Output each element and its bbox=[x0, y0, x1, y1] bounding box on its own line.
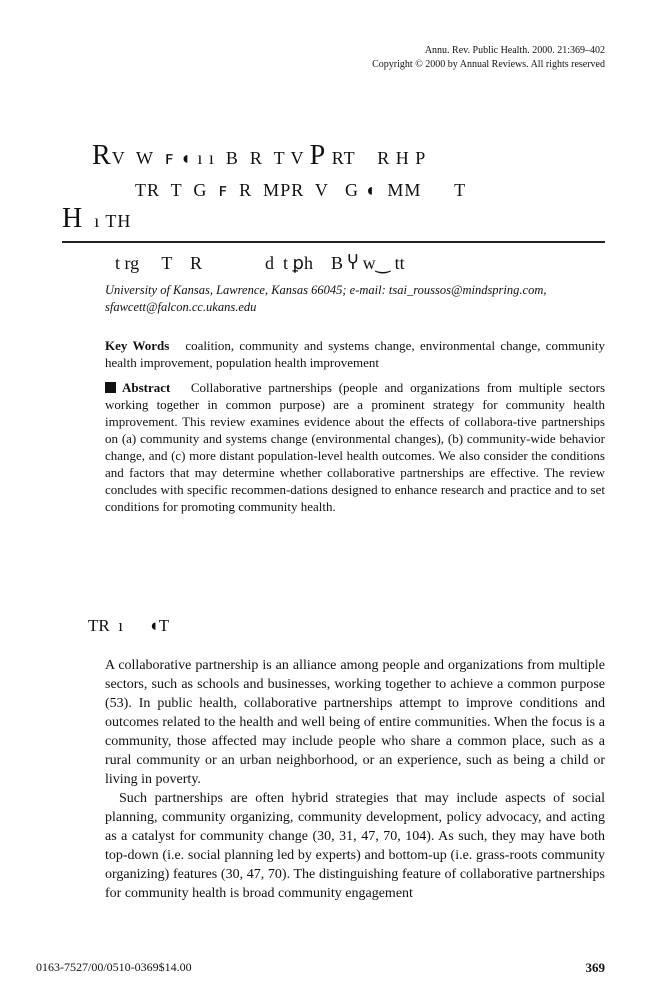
abstract bbox=[105, 379, 605, 515]
affiliation-line: University of Kansas, Lawrence, Kansas 66045; e-mail: tsai_roussos@mindspring.com, bbox=[105, 283, 547, 297]
affiliation bbox=[105, 282, 605, 316]
page-number: 369 bbox=[585, 960, 605, 975]
footer-code: 0163-7527/00/0510-0369$14.00 bbox=[36, 960, 192, 974]
section-heading: TR ı ◖T bbox=[88, 616, 170, 635]
authors: t rg T R d t ꝑh B Ⴤ w‿ tt bbox=[115, 253, 405, 273]
title-text: ı TH bbox=[83, 211, 132, 231]
title-line-2: TR T G ꜰ R MPR V G ◖ MM T bbox=[135, 180, 467, 200]
keywords-label: Key Words bbox=[105, 338, 170, 353]
body-paragraph: A collaborative partnership is an alliance among people and organizations from multiple sectors, such as schools and businesses, working together to achieve a common purpose (53). In public health, collaborative partnerships attempt to improve conditions and outcomes related to the health and well being of entire communities. When the focus is a community, those affected may include people who share a common place, such as a rural community or an urban neighborhood, or an experience, such as being a child or living in poverty. bbox=[105, 658, 605, 787]
title-text: RT R H P bbox=[326, 148, 427, 168]
keywords bbox=[105, 337, 605, 371]
square-bullet-icon bbox=[105, 382, 116, 393]
title-rule bbox=[62, 241, 605, 243]
title-text: V W ꜰ ◖ ı ı B R T V bbox=[111, 148, 310, 168]
journal-citation: Annu. Rev. Public Health. 2000. 21:369–402 bbox=[424, 45, 605, 56]
copyright: Copyright © 2000 by Annual Reviews. All rights reserved bbox=[372, 59, 605, 70]
title-initial: R bbox=[92, 140, 112, 171]
title-initial: P bbox=[309, 140, 327, 171]
abstract-label: Abstract bbox=[122, 380, 171, 395]
affiliation-line: sfawcett@falcon.cc.ukans.edu bbox=[105, 300, 257, 314]
title-line-3 bbox=[62, 203, 131, 235]
body-text bbox=[105, 656, 605, 903]
keywords-text: coalition, community and systems change, environmental change, community health improvement, population health improvement bbox=[105, 338, 605, 370]
body-paragraph: Such partnerships are often hybrid strategies that may include aspects of social planning, community organizing, community development, policy advocacy, and acting as a catalyst for community change (30, 31, 47, 70, 104). As such, they may have both top-down (i.e. social planning led by experts) and bottom-up (i.e. grass-roots community organizing) features (30, 47, 70). The distinguishing feature of collaborative partnerships for community health is broad community engagement bbox=[105, 791, 605, 901]
title-initial: H bbox=[62, 203, 84, 234]
abstract-text: Collaborative partnerships (people and organizations from multiple sectors working together in common purpose) are a prominent strategy for community health improvement. This review examines evidence about the effects of collabora-tive partnerships on (a) community and systems change (environmental changes), (b) community-wide behavior change, and (c) more distant population-level health outcomes. We also consider the conditions and factors that may determine whether collaborative partnerships are effective. The review concludes with specific recommen-dations designed to enhance research and practice and to set conditions for promoting community health. bbox=[105, 380, 606, 514]
title-line-1 bbox=[92, 140, 426, 172]
running-header bbox=[372, 44, 605, 72]
